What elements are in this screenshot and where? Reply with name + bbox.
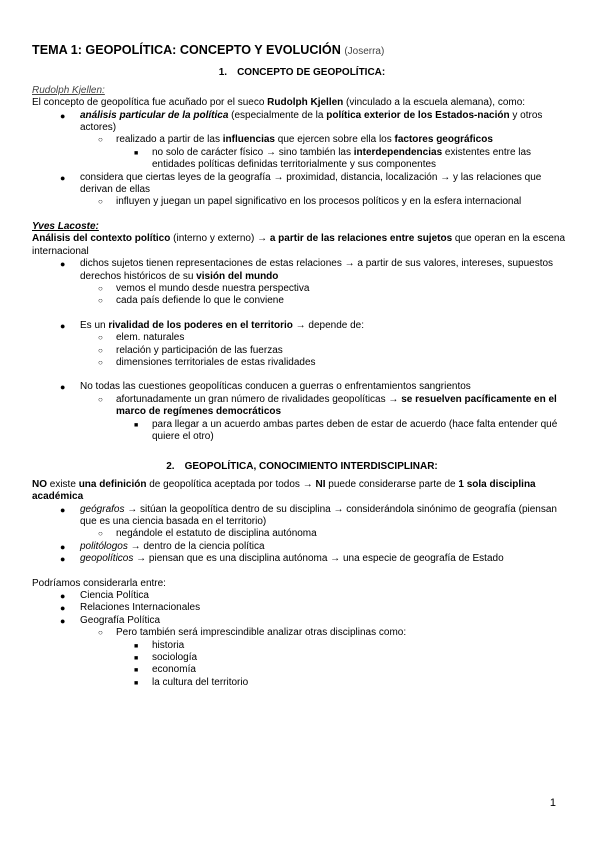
list-item — [32, 283, 572, 295]
list-item — [32, 381, 572, 393]
text-run: El concepto de geopolítica fue acuñado por el sueco — [32, 97, 268, 109]
text-run-bold: interdependencias — [353, 146, 443, 158]
bullet-icon: ● — [60, 504, 66, 515]
text-run: → piensan que es una disciplina autónoma → una especie de geografía de Estado — [133, 553, 504, 565]
text-run: dimensiones territoriales de estas rivalidades — [116, 356, 316, 368]
text-run-bold: factores geográficos — [394, 134, 493, 146]
list-item — [32, 295, 572, 307]
list-item — [32, 664, 572, 676]
list-item — [32, 627, 572, 639]
disciplines-list — [32, 590, 572, 689]
lacoste-intro — [32, 233, 572, 258]
consider-intro: Podríamos considerarla entre: — [32, 577, 166, 589]
bullet-icon: ○ — [98, 529, 103, 539]
bullet-icon: ● — [60, 172, 66, 183]
text-run-bold: 1 sola disciplina académica — [32, 478, 536, 503]
text-run: la cultura del territorio — [152, 676, 249, 688]
bullet-icon: ○ — [98, 394, 103, 404]
bullet-icon: ○ — [98, 333, 103, 343]
text-run-bold: visión del mundo — [196, 270, 279, 282]
page-number: 1 — [549, 797, 556, 809]
list-item — [32, 504, 572, 529]
text-run: que ejercen sobre ella los — [274, 134, 395, 146]
document-page — [32, 44, 572, 689]
list-item — [32, 172, 572, 197]
bullet-icon: ● — [60, 591, 66, 602]
bullet-icon: ■ — [134, 655, 139, 663]
text-run: → sitúan la geopolítica dentro de su disciplina → considerándola sinónimo de geografía (piensan que es una ciencia basada en el territorio) — [80, 503, 557, 527]
text-run: → depende de: — [292, 319, 365, 331]
section-1-heading — [32, 67, 572, 79]
list-item — [32, 528, 572, 540]
section-2-title: GEOPOLÍTICA, CONOCIMIENTO INTERDISCIPLINAR: — [184, 461, 438, 473]
text-run-italic: politólogos — [80, 540, 128, 552]
list-item — [32, 394, 572, 419]
bullet-icon: ■ — [134, 667, 139, 675]
section-2-intro — [32, 479, 572, 504]
text-run: negándole el estatuto de disciplina autónoma — [116, 528, 317, 540]
lacoste-list-3 — [32, 381, 572, 443]
list-item — [32, 258, 572, 283]
text-run-italic: geopolíticos — [80, 553, 134, 565]
text-run: vemos el mundo desde nuestra perspectiva — [116, 282, 310, 294]
bullet-icon: ● — [60, 554, 66, 565]
text-run-bold: política exterior de los Estados-nación — [326, 109, 510, 121]
bullet-icon: ■ — [134, 642, 139, 650]
spacer — [32, 209, 572, 221]
text-run-bold: NI — [315, 478, 326, 490]
list-item — [32, 640, 572, 652]
text-run: No todas las cuestiones geopolíticas conducen a guerras o enfrentamientos sangrientos — [80, 381, 471, 393]
spacer — [32, 308, 572, 320]
section-1-title: CONCEPTO DE GEOPOLÍTICA: — [237, 67, 386, 79]
text-run: Relaciones Internacionales — [80, 602, 201, 614]
list-item — [32, 590, 572, 602]
text-run: de geopolítica aceptada por todos → — [146, 478, 316, 490]
text-run: → dentro de la ciencia política — [127, 540, 265, 552]
text-run: cada país defiende lo que le conviene — [116, 295, 284, 307]
bullet-icon: ○ — [98, 135, 103, 145]
text-run-bold: una definición — [78, 478, 147, 490]
text-run-italic: geógrafos — [80, 503, 125, 515]
bullet-icon: ○ — [98, 296, 103, 306]
list-item — [32, 345, 572, 357]
bullet-icon: ● — [60, 110, 66, 121]
list-item — [32, 134, 572, 146]
text-run: Geografía Política — [80, 614, 161, 626]
bullet-icon: ○ — [98, 628, 103, 638]
list-item — [32, 147, 572, 172]
text-run: economía — [152, 664, 196, 676]
bullet-icon: ○ — [98, 197, 103, 207]
list-item — [32, 419, 572, 444]
text-run: elem. naturales — [116, 332, 185, 344]
list-item — [32, 677, 572, 689]
text-run: existentes entre las entidades políticas definidas territorialmente y sus componentes — [152, 146, 532, 171]
bullet-icon: ● — [60, 615, 66, 626]
text-run: Pero también será imprescindible analizar otras disciplinas como: — [116, 627, 407, 639]
text-run: afortunadamente un gran número de rivalidades geopolíticas → — [116, 393, 402, 405]
text-run: y otros actores) — [80, 109, 543, 134]
bullet-icon: ○ — [98, 357, 103, 367]
bullet-icon: ● — [60, 603, 66, 614]
list-item — [32, 320, 572, 332]
bullet-icon: ■ — [134, 421, 139, 429]
list-item — [32, 332, 572, 344]
kjellen-list — [32, 110, 572, 209]
list-item — [32, 196, 572, 208]
title-author-note: (Joserra) — [344, 46, 385, 57]
kjellen-intro — [32, 97, 572, 109]
text-run-bold: NO — [32, 478, 47, 490]
text-run: historia — [152, 639, 185, 651]
text-run: considera que ciertas leyes de la geografía → proximidad, distancia, localización → y las relaciones que derivan de ellas — [80, 171, 542, 196]
list-item — [32, 652, 572, 664]
bullet-icon: ● — [60, 541, 66, 552]
text-run: Es un — [80, 319, 109, 331]
title-main: TEMA 1: GEOPOLÍTICA: CONCEPTO Y EVOLUCIÓN — [32, 43, 341, 57]
list-item — [32, 541, 572, 553]
lacoste-list-2 — [32, 320, 572, 370]
text-run: puede considerarse parte de — [325, 478, 459, 490]
text-run: que operan en la escena internacional — [32, 233, 566, 257]
author-lacoste: Yves Lacoste: — [32, 220, 99, 232]
text-run: existe — [47, 478, 79, 490]
text-run-bold: Análisis del contexto político — [32, 233, 171, 245]
spacer — [32, 369, 572, 381]
section-2-heading — [32, 461, 572, 473]
list-item — [32, 357, 572, 369]
text-run: Ciencia Política — [80, 590, 149, 602]
text-run: (interno y externo) → — [170, 233, 270, 245]
list-item — [32, 615, 572, 627]
bullet-icon: ● — [60, 382, 66, 393]
text-run: realizado a partir de las — [116, 134, 223, 146]
bullet-icon: ○ — [98, 283, 103, 293]
text-run: (especialmente de la — [228, 109, 327, 121]
list-item — [32, 602, 572, 614]
bullet-icon: ● — [60, 320, 66, 331]
list-item — [32, 553, 572, 565]
text-run-bold: Rudolph Kjellen — [267, 97, 344, 109]
bullet-icon: ○ — [98, 345, 103, 355]
text-run-bold: influencias — [222, 134, 275, 146]
bullet-icon: ■ — [134, 149, 139, 157]
bullet-icon: ■ — [134, 679, 139, 687]
section-1-number: 1. — [218, 67, 228, 79]
text-run-bold: rivalidad de los poderes en el territorio — [108, 319, 293, 331]
text-run: influyen y juegan un papel significativo en los procesos políticos y en la esfera internacional — [116, 196, 522, 208]
section-2-list — [32, 504, 572, 566]
text-run-bold: a partir de las relaciones entre sujetos — [269, 233, 453, 245]
text-run-bold: se resuelven pacíficamente en el marco de regímenes democráticos — [116, 393, 557, 418]
text-run: relación y participación de las fuerzas — [116, 344, 283, 356]
spacer — [32, 566, 572, 578]
text-run: (vinculado a la escuela alemana), como: — [343, 97, 526, 109]
author-kjellen: Rudolph Kjellen: — [32, 84, 105, 96]
text-run-bold: análisis particular de la política — [80, 109, 229, 121]
spacer — [32, 443, 572, 461]
text-run: no solo de carácter físico → sino también las — [152, 146, 354, 158]
document-title — [32, 44, 572, 58]
text-run: sociología — [152, 652, 198, 664]
text-run: para llegar a un acuerdo ambas partes deben de estar de acuerdo (hace falta entender qué quiere el otro) — [152, 418, 558, 442]
section-2-number: 2. — [166, 461, 175, 473]
text-run: dichos sujetos tienen representaciones de estas relaciones → a partir de sus valores, intereses, supuestos derechos históricos de su — [80, 258, 554, 282]
lacoste-list — [32, 258, 572, 308]
bullet-icon: ● — [60, 259, 66, 270]
list-item — [32, 110, 572, 135]
